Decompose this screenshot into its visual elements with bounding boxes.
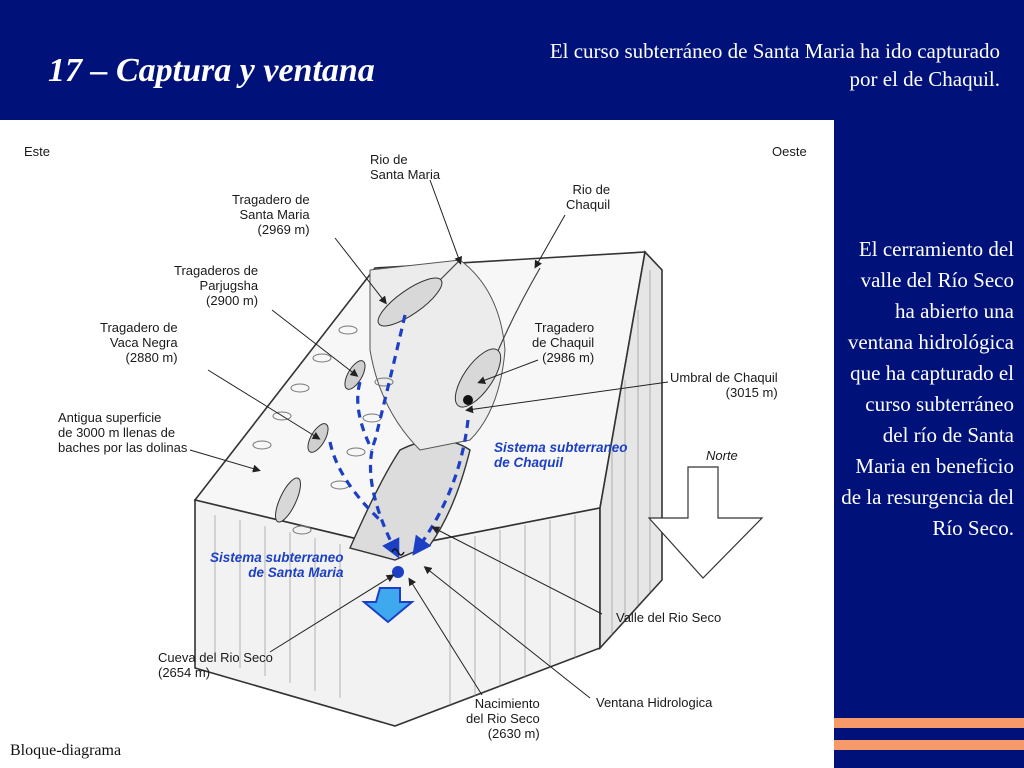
- nacimiento-point: [392, 566, 404, 578]
- decor-stripe-bottom: [834, 740, 1024, 750]
- label-rio-chaquil: Rio de Chaquil: [566, 182, 611, 212]
- top-note: El curso subterráneo de Santa Maria ha ido capturado por el de Chaquil.: [549, 39, 1000, 91]
- label-norte: Norte: [706, 448, 738, 463]
- label-sistema-chaquil: Sistema subterraneo de Chaquil: [494, 440, 628, 470]
- label-nacimiento-rio-seco: Nacimiento del Rio Seco (2630 m): [466, 696, 540, 741]
- north-arrow: [649, 467, 762, 578]
- side-explanation: El cerramiento del valle del Río Seco ha abierto una ventana hidrológica que ha capturado el curso subterráneo del río de Santa Maria en beneficio de la resurgencia del Río Seco.: [841, 237, 1014, 540]
- block-diagram: [0, 120, 834, 768]
- label-tragadero-vaca-negra: Tragadero de Vaca Negra (2880 m): [100, 320, 178, 365]
- label-rio-santa-maria: Rio de Santa Maria: [370, 152, 441, 182]
- label-tragaderos-parjugsha: Tragaderos de Parjugsha (2900 m): [174, 263, 259, 308]
- label-antigua-superficie: Antigua superficie de 3000 m llenas de baches por las dolinas: [58, 410, 188, 455]
- label-ventana-hidrologica: Ventana Hidrologica: [596, 695, 713, 710]
- label-sistema-santa-maria: Sistema subterraneo de Santa Maria: [210, 550, 344, 580]
- label-oeste: Oeste: [772, 144, 807, 159]
- label-este: Este: [24, 144, 51, 159]
- label-valle-rio-seco: Valle del Rio Seco: [616, 610, 722, 625]
- slide-title: 17 – Captura y ventana: [48, 52, 375, 89]
- label-tragadero-santa-maria: Tragadero de Santa Maria (2969 m): [232, 192, 310, 237]
- label-tragadero-chaquil: Tragadero de Chaquil (2986 m): [532, 320, 595, 365]
- figure-caption: Bloque-diagrama: [10, 742, 122, 759]
- label-umbral-chaquil: Umbral de Chaquil (3015 m): [670, 370, 778, 400]
- decor-stripe-top: [834, 718, 1024, 728]
- label-cueva-rio-seco: Cueva del Rio Seco (2654 m): [158, 650, 273, 680]
